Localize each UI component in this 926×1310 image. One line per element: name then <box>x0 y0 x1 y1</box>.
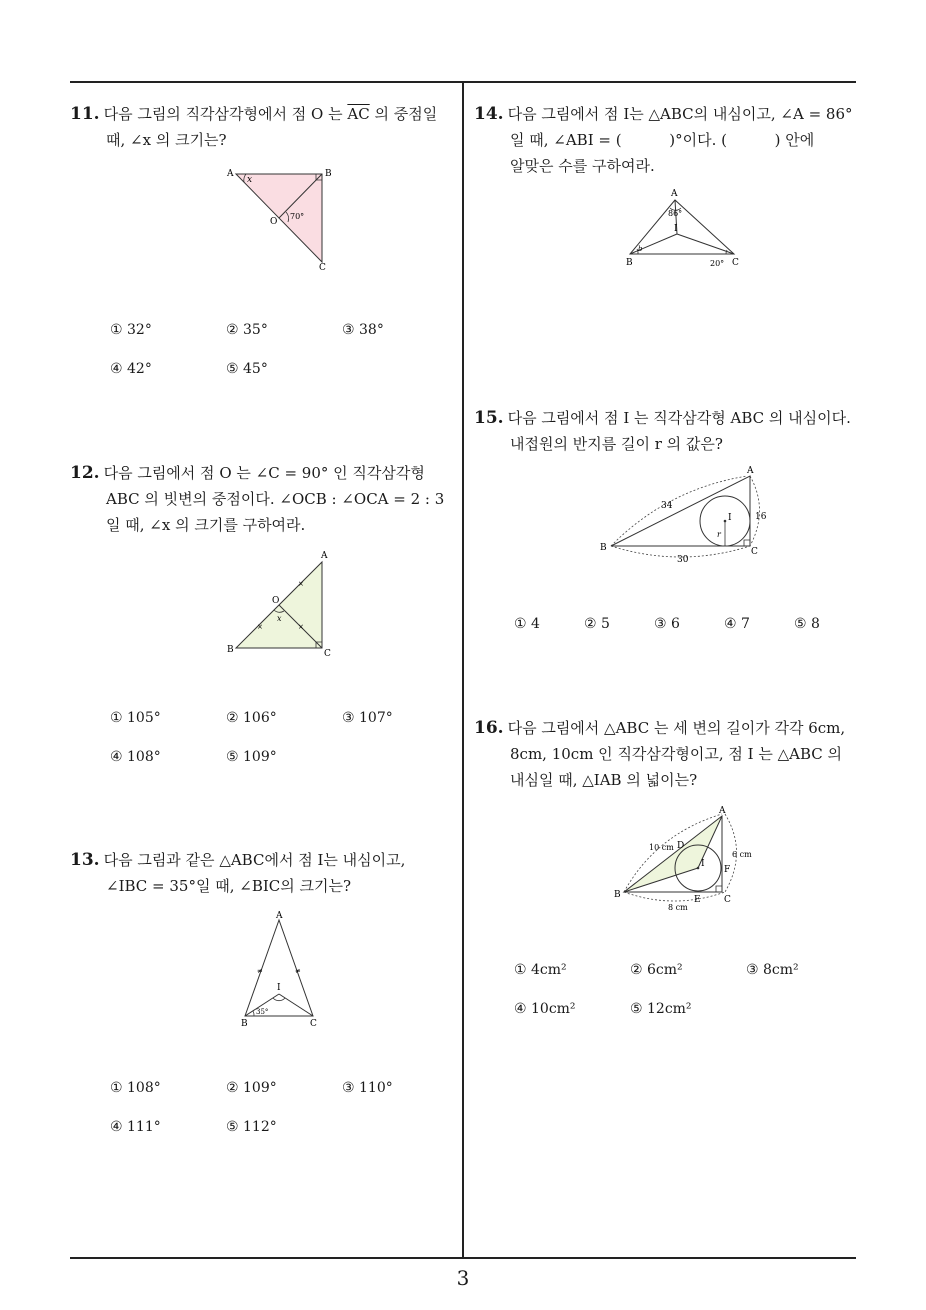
question-15 <box>474 405 851 457</box>
label-ab: 10 cm <box>649 843 674 852</box>
question-11 <box>70 101 437 153</box>
question-number: 12. <box>70 463 100 483</box>
question-text: ∠IBC = 35°일 때, ∠BIC의 크기는? <box>106 877 352 895</box>
svg-text:×: × <box>298 580 304 588</box>
choice-4[interactable]: ④ 7 <box>724 616 750 632</box>
label-c: C <box>319 263 326 273</box>
label-b: B <box>227 645 234 655</box>
question-text: ABC 의 빗변의 중점이다. ∠OCB : ∠OCA = 2 : 3 <box>106 490 445 508</box>
label-b: B <box>626 258 633 268</box>
question-12 <box>70 460 444 538</box>
label-ab: 34 <box>661 501 673 511</box>
question-number: 14. <box>474 104 504 124</box>
label-bc: 8 cm <box>668 903 688 912</box>
question-text: 의 중점일 <box>374 105 438 123</box>
svg-text:≠: ≠ <box>295 967 301 975</box>
label-a: A <box>276 911 283 921</box>
label-ac: 6 cm <box>732 850 752 859</box>
figure-q13 <box>232 910 332 1030</box>
label-c: C <box>310 1019 317 1029</box>
choice-4[interactable]: ④ 108° <box>110 749 161 765</box>
figure-q16 <box>612 804 762 914</box>
label-f: F <box>724 865 731 875</box>
label-x: x <box>277 614 282 623</box>
label-d: D <box>677 841 685 851</box>
choice-5[interactable]: ⑤ 12cm² <box>630 1001 692 1017</box>
label-i: I <box>728 513 732 523</box>
figure-q14 <box>620 186 750 272</box>
question-number: 11. <box>70 104 100 124</box>
label-a: A <box>671 189 678 199</box>
question-text: 다음 그림에서 △ABC 는 세 변의 길이가 각각 6cm, <box>507 719 846 737</box>
question-14 <box>474 101 853 179</box>
question-text: 다음 그림에서 점 I는 △ABC의 내심이고, ∠A = 86° <box>507 105 853 123</box>
label-b-angle: b <box>638 245 643 253</box>
question-text: 8cm, 10cm 인 직각삼각형이고, 점 I 는 △ABC 의 <box>510 745 843 763</box>
label-angle: 70° <box>290 212 305 221</box>
choice-3[interactable]: ③ 110° <box>342 1080 393 1096</box>
label-c: C <box>751 547 758 557</box>
question-13 <box>70 847 405 899</box>
label-b: B <box>614 890 621 900</box>
choice-3[interactable]: ③ 8cm² <box>746 962 799 978</box>
question-16 <box>474 715 845 793</box>
label-b: B <box>600 543 607 553</box>
choice-1[interactable]: ① 105° <box>110 710 161 726</box>
label-a: A <box>719 806 726 816</box>
label-i: I <box>277 983 281 993</box>
figure-q12 <box>222 550 342 662</box>
label-c: C <box>324 649 331 659</box>
question-text: 때, ∠x 의 크기는? <box>106 131 227 149</box>
label-c: C <box>732 258 739 268</box>
label-o: O <box>272 596 280 606</box>
label-r: r <box>717 530 721 539</box>
choice-5[interactable]: ⑤ 8 <box>794 616 820 632</box>
label-i: I <box>701 859 705 869</box>
label-o: O <box>270 217 278 227</box>
choice-4[interactable]: ④ 42° <box>110 361 152 377</box>
choice-5[interactable]: ⑤ 109° <box>226 749 277 765</box>
svg-text:×: × <box>257 623 263 631</box>
svg-text:×: × <box>298 623 304 631</box>
question-number: 16. <box>474 718 504 738</box>
question-text: 다음 그림에서 점 O 는 ∠C = 90° 인 직각삼각형 <box>103 464 425 482</box>
label-a: A <box>321 551 328 561</box>
label-b: B <box>241 1019 248 1029</box>
figure-q11 <box>220 162 340 277</box>
question-number: 15. <box>474 408 504 428</box>
column-divider <box>462 82 464 1258</box>
label-ac: 16 <box>755 512 767 522</box>
choice-5[interactable]: ⑤ 45° <box>226 361 268 377</box>
choice-2[interactable]: ② 6cm² <box>630 962 683 978</box>
choice-4[interactable]: ④ 111° <box>110 1119 161 1135</box>
choice-1[interactable]: ① 4 <box>514 616 540 632</box>
question-text: 다음 그림의 직각삼각형에서 점 O 는 <box>103 105 343 123</box>
label-c: C <box>724 895 731 905</box>
segment-ac: $\overline{AC}$ <box>347 105 370 123</box>
choice-2[interactable]: ② 106° <box>226 710 277 726</box>
label-a: A <box>747 466 754 476</box>
question-text: 다음 그림과 같은 △ABC에서 점 I는 내심이고, <box>103 851 406 869</box>
question-text: 일 때, ∠x 의 크기를 구하여라. <box>106 516 306 534</box>
label-bc: 30 <box>677 555 689 564</box>
svg-text:≠: ≠ <box>257 967 263 975</box>
page-number: 3 <box>456 1266 470 1290</box>
label-a: A <box>227 169 234 179</box>
bottom-rule <box>70 1257 856 1259</box>
figure-q15 <box>597 464 772 564</box>
choice-5[interactable]: ⑤ 112° <box>226 1119 277 1135</box>
label-e: E <box>694 895 701 905</box>
choice-1[interactable]: ① 108° <box>110 1080 161 1096</box>
question-text: 일 때, ∠ABI = ( )°이다. ( ) 안에 <box>510 131 815 149</box>
question-text: 다음 그림에서 점 I 는 직각삼각형 ABC 의 내심이다. <box>507 409 851 427</box>
label-angle-c: 20° <box>710 259 725 268</box>
label-angle-a: 86° <box>668 209 683 218</box>
choice-2[interactable]: ② 109° <box>226 1080 277 1096</box>
choice-1[interactable]: ① 4cm² <box>514 962 567 978</box>
choice-3[interactable]: ③ 38° <box>342 322 384 338</box>
label-i: I <box>674 224 678 234</box>
label-angle: 35° <box>256 1008 269 1016</box>
choice-3[interactable]: ③ 107° <box>342 710 393 726</box>
question-text: 알맞은 수를 구하여라. <box>510 157 655 175</box>
choice-2[interactable]: ② 35° <box>226 322 268 338</box>
question-number: 13. <box>70 850 100 870</box>
choice-2[interactable]: ② 5 <box>584 616 610 632</box>
question-text: 내심일 때, △IAB 의 넓이는? <box>510 771 698 789</box>
choice-1[interactable]: ① 32° <box>110 322 152 338</box>
label-x: x <box>247 175 253 185</box>
choice-4[interactable]: ④ 10cm² <box>514 1001 576 1017</box>
question-text: 내접원의 반지름 길이 r 의 값은? <box>510 435 723 453</box>
choice-3[interactable]: ③ 6 <box>654 616 680 632</box>
label-b: B <box>325 169 332 179</box>
